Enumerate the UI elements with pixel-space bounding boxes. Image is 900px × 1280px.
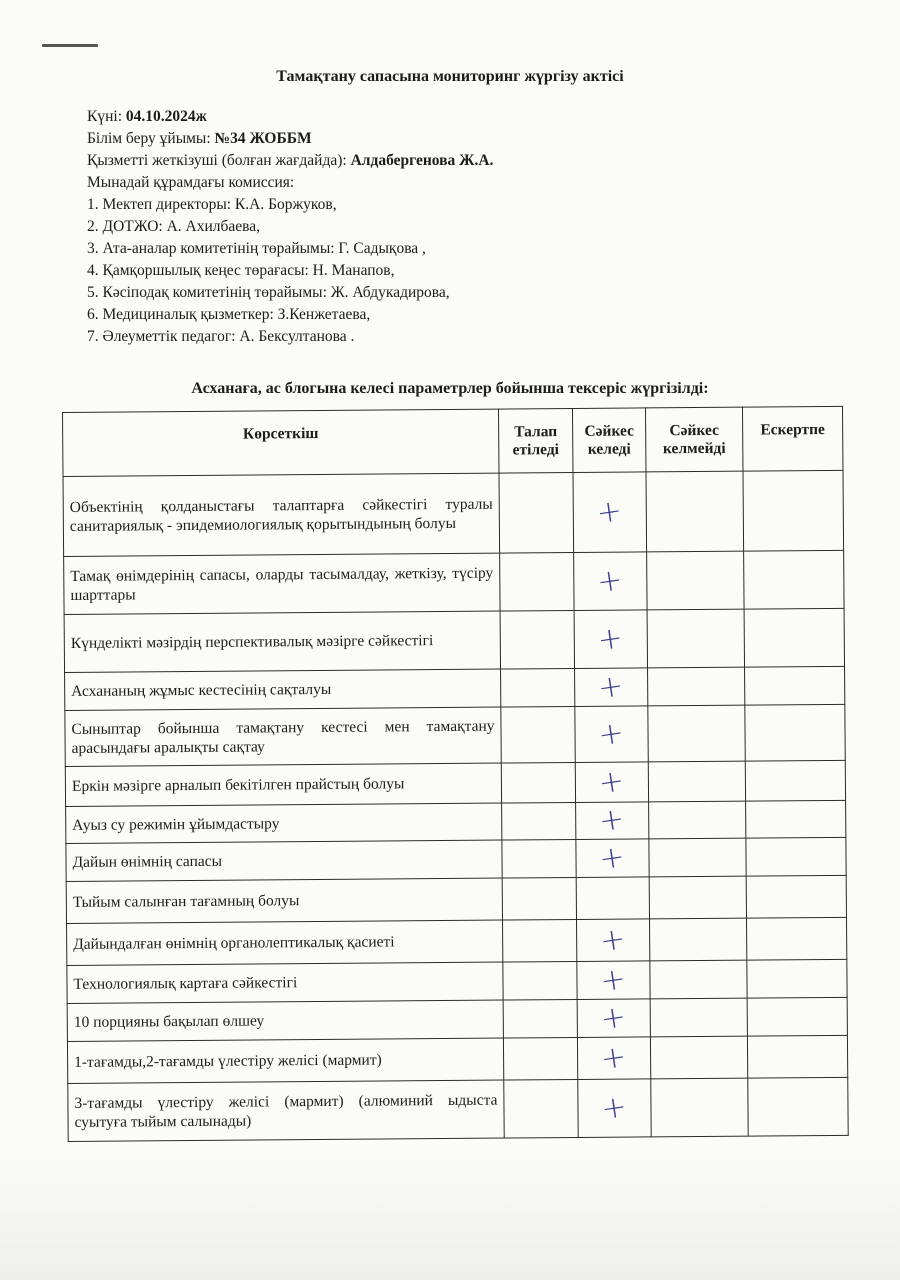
table-row (67, 1035, 847, 1083)
compliant-cell (577, 999, 650, 1038)
noncompliant-cell (650, 960, 747, 999)
required-cell (500, 610, 574, 669)
commission-member: 6. Медициналық қызметкер: З.Кенжетаева, (87, 306, 371, 323)
note-cell (746, 837, 846, 876)
note-cell (744, 550, 844, 609)
note-cell (746, 917, 846, 960)
table-row (65, 760, 845, 806)
noncompliant-cell (649, 838, 746, 877)
indicator-cell: Еркін мәзірге арналып бекітілген прайстың болуы (65, 763, 501, 806)
header-compliant: Сәйкес келеді (572, 408, 646, 473)
compliant-cell (574, 610, 647, 669)
required-cell (502, 802, 576, 840)
table-row (66, 875, 846, 923)
compliant-cell (578, 1079, 651, 1138)
compliant-cell (576, 802, 649, 840)
required-cell (499, 472, 574, 553)
noncompliant-cell (646, 471, 744, 552)
required-cell (501, 762, 575, 803)
noncompliant-cell (649, 876, 746, 919)
note-cell (747, 959, 847, 998)
indicator-cell: Тамақ өнімдерінің сапасы, оларды тасымалдау, жеткізу, түсіру шарттары (64, 553, 500, 614)
required-cell (502, 877, 576, 920)
commission-member: 1. Мектеп директоры: К.А. Боржуков, (87, 196, 337, 213)
indicator-cell: Технологиялық картаға сәйкестігі (67, 962, 503, 1003)
table-row (65, 704, 845, 766)
header-noncompliant: Сәйкес келмейді (645, 407, 742, 472)
required-cell (502, 839, 576, 878)
table-row (66, 800, 846, 843)
handwritten-plus-mark: + (597, 801, 628, 840)
handwritten-plus-mark: + (598, 960, 629, 999)
handwritten-plus-mark: + (596, 714, 627, 753)
required-cell (503, 999, 577, 1038)
table-row (65, 666, 845, 710)
document-title: Тамақтану сапасына мониторинг жүргізу актісі (276, 68, 624, 85)
required-cell (501, 706, 575, 763)
indicator-cell: Асхананың жұмыс кестесінің сақталуы (65, 669, 501, 710)
info-block (87, 106, 493, 348)
indicator-cell: Объектінің қолданыстағы талаптарға сәйкестігі туралы санитариялық - эпидемиологиялық қорытындының болуы (63, 473, 500, 556)
compliant-cell (577, 919, 650, 962)
noncompliant-cell (647, 551, 744, 610)
header-required: Талап етіледі (498, 408, 573, 473)
supplier-value: Алдабергенова Ж.А. (350, 152, 494, 169)
indicator-cell: Ауыз су режимін ұйымдастыру (66, 803, 502, 843)
handwritten-plus-mark: + (599, 1038, 630, 1077)
required-cell (503, 961, 577, 1000)
compliant-cell (575, 706, 648, 763)
compliant-cell (575, 668, 648, 707)
note-cell (743, 470, 844, 551)
header-note: Ескертпе (742, 406, 842, 471)
indicator-cell: 1-тағамды,2-тағамды үлестіру желісі (мармит) (67, 1038, 503, 1083)
handwritten-plus-mark: + (598, 998, 629, 1037)
indicator-cell: Дайындалған өнімнің органолептикалық қасиеті (67, 920, 503, 965)
supplier-line (87, 150, 493, 172)
handwritten-plus-mark: + (598, 920, 629, 959)
compliant-cell (576, 877, 649, 920)
noncompliant-cell (647, 609, 744, 668)
header-indicator: Көрсеткіш (63, 409, 499, 476)
table-row (67, 997, 847, 1041)
commission-member: 2. ДОТЖО: А. Ахилбаева, (87, 218, 261, 235)
table-row (67, 917, 847, 965)
table-row (63, 470, 844, 556)
required-cell (503, 919, 577, 962)
table-row (67, 959, 847, 1003)
noncompliant-cell (648, 667, 745, 706)
handwritten-plus-mark: + (595, 619, 626, 658)
required-cell (504, 1079, 578, 1138)
note-cell (746, 875, 846, 918)
organization-line (87, 128, 493, 150)
noncompliant-cell (648, 761, 745, 802)
indicator-cell: Тыйым салынған тағамның болуы (66, 878, 502, 923)
note-cell (744, 608, 844, 667)
supplier-label: Қызметті жеткізуші (болған жағдайда): (87, 152, 351, 169)
note-cell (745, 760, 845, 801)
compliant-cell (574, 552, 647, 611)
commission-member: 7. Әлеуметтік педагог: А. Бексултанова . (87, 328, 355, 345)
date-value: 04.10.2024ж (125, 108, 207, 125)
indicator-cell: Дайын өнімнің сапасы (66, 840, 502, 881)
note-cell (748, 1077, 848, 1136)
organization-value: №34 ЖОББМ (214, 130, 312, 147)
table-row (64, 608, 844, 672)
note-cell (746, 800, 846, 838)
inspection-table (62, 406, 849, 1142)
required-cell (503, 1037, 577, 1080)
compliant-cell (577, 1037, 650, 1080)
section-subtitle: Асханаға, ас блогына келесі параметрлер бойынша тексеріс жүргізілді: (191, 380, 709, 397)
commission-member: 5. Кәсіподақ комитетінің төрайымы: Ж. Абдукадирова, (87, 284, 450, 301)
organization-label: Білім беру ұйымы: (87, 130, 215, 147)
indicator-cell: Сыныптар бойынша тамақтану кестесі мен тамақтану арасындағы аралықты сақтау (65, 707, 501, 766)
handwritten-plus-mark: + (597, 838, 628, 877)
table-row (68, 1077, 848, 1141)
compliant-cell (573, 472, 647, 553)
date-label: Күні: (87, 108, 126, 125)
indicator-cell: 3-тағамды үлестіру желісі (мармит) (алюминий ыдыста суытуға тыйым салынады) (68, 1080, 504, 1141)
commission-intro: Мынадай құрамдағы комиссия: (87, 174, 295, 191)
noncompliant-cell (650, 1036, 747, 1079)
commission-member: 4. Қамқоршылық кеңес төрағасы: Н. Манапов, (87, 262, 395, 279)
handwritten-plus-mark: + (596, 667, 627, 706)
noncompliant-cell (649, 801, 746, 839)
note-cell (745, 666, 845, 705)
indicator-cell: Күнделікті мәзірдің перспективалық мәзірге сәйкестігі (64, 611, 500, 672)
indicator-cell: 10 порцияны бақылап өлшеу (67, 1000, 503, 1041)
noncompliant-cell (648, 705, 745, 762)
compliant-cell (576, 839, 649, 878)
compliant-cell (575, 762, 648, 803)
note-cell (745, 704, 845, 761)
note-cell (747, 997, 847, 1036)
handwritten-plus-mark: + (594, 492, 625, 531)
corner-mark (42, 44, 98, 47)
required-cell (500, 552, 574, 611)
date-line (87, 106, 493, 128)
compliant-cell (577, 961, 650, 1000)
table-row (64, 550, 844, 614)
noncompliant-cell (650, 998, 747, 1037)
table-row (66, 837, 846, 881)
commission-member: 3. Ата-аналар комитетінің төрайымы: Г. Садықова , (87, 240, 426, 257)
handwritten-plus-mark: + (595, 561, 626, 600)
handwritten-plus-mark: + (599, 1088, 630, 1127)
handwritten-plus-mark: + (596, 762, 627, 801)
required-cell (501, 668, 575, 707)
noncompliant-cell (649, 918, 746, 961)
note-cell (747, 1035, 847, 1078)
noncompliant-cell (651, 1078, 748, 1137)
